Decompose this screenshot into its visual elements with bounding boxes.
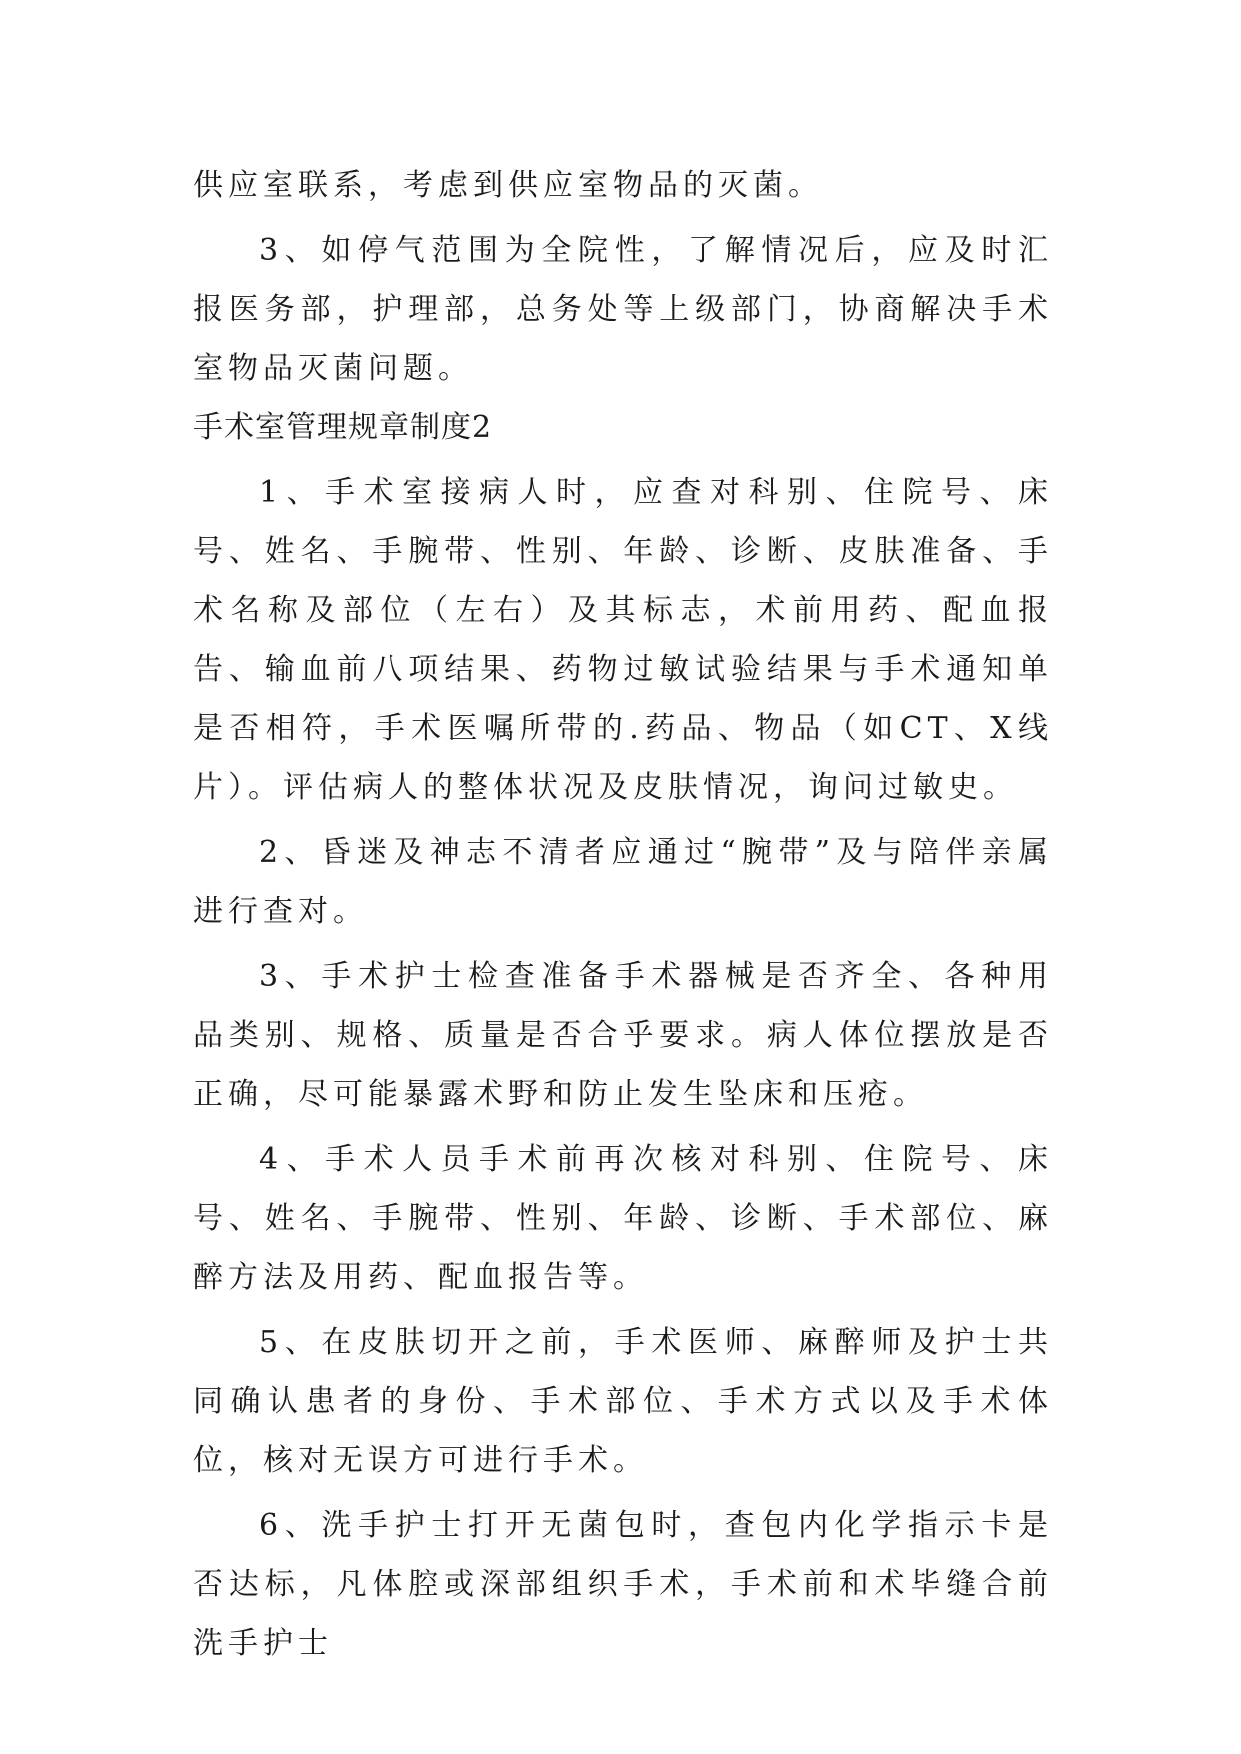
paragraph-item-3b: 3、手术护士检查准备手术器械是否齐全、各种用品类别、规格、质量是否合乎要求。病人体位摆放是否正确，尽可能暴露术野和防止发生坠床和压疮。 — [193, 959, 1053, 1112]
section-heading: 手术室管理规章制度2 — [193, 410, 493, 445]
paragraph-item-4: 4、手术人员手术前再次核对科别、住院号、床号、姓名、手腕带、性别、年龄、诊断、手术部位、麻醉方法及用药、配血报告等。 — [193, 1142, 1053, 1295]
document-body — [193, 156, 1053, 1673]
paragraph-item-2: 2、昏迷及神志不清者应通过“腕带”及与陪伴亲属进行查对。 — [193, 835, 1053, 929]
paragraph-item-6: 6、洗手护士打开无菌包时，查包内化学指示卡是否达标，凡体腔或深部组织手术，手术前和术毕缝合前洗手护士 — [193, 1508, 1053, 1661]
paragraph-item-3: 3、如停气范围为全院性，了解情况后，应及时汇报医务部，护理部，总务处等上级部门，协商解决手术室物品灭菌问题。 — [193, 233, 1053, 386]
paragraph-item-5: 5、在皮肤切开之前，手术医师、麻醉师及护士共同确认患者的身份、手术部位、手术方式以及手术体位，核对无误方可进行手术。 — [193, 1325, 1053, 1478]
paragraph-item-1: 1、手术室接病人时，应查对科别、住院号、床号、姓名、手腕带、性别、年龄、诊断、皮肤准备、手术名称及部位（左右）及其标志，术前用药、配血报告、输血前八项结果、药物过敏试验结果与手术通知单是否相符，手术医嘱所带的.药品、物品（如CT、X线片）。评估病人的整体状况及皮肤情况，询问过敏史。 — [193, 475, 1053, 805]
paragraph-continuation: 供应室联系，考虑到供应室物品的灭菌。 — [193, 168, 823, 203]
